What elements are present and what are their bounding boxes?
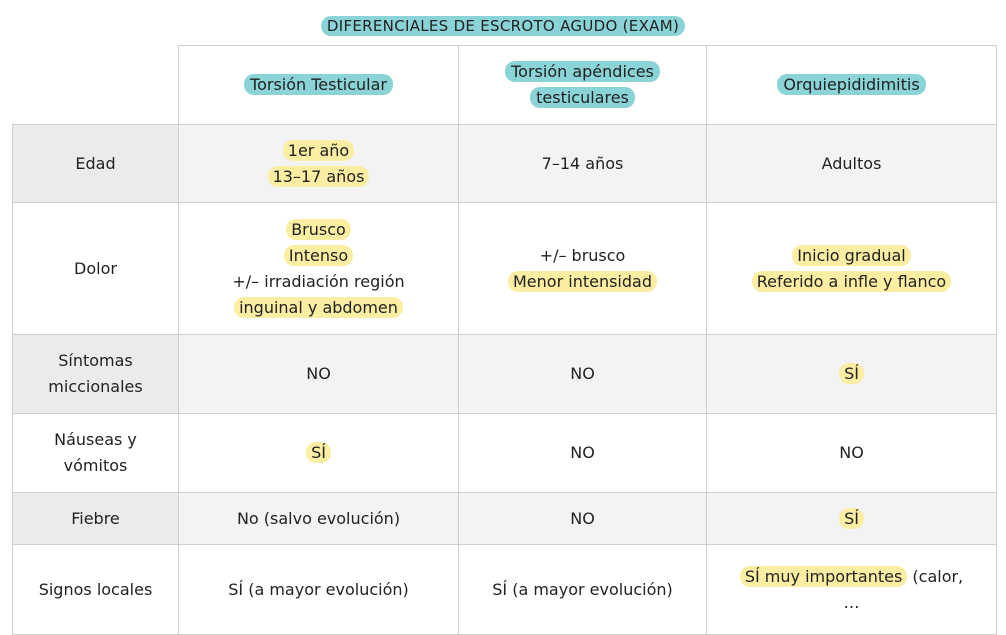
cell-text: 7–14 años	[541, 153, 624, 173]
cell-text: SÍ muy importantes	[740, 566, 907, 587]
table-cell	[459, 335, 707, 414]
cell-text: SÍ	[839, 363, 864, 384]
table-row	[13, 493, 997, 545]
column-header	[459, 46, 707, 125]
row-header-label: vómitos	[63, 456, 128, 475]
column-header-label: Torsión Testicular	[244, 74, 393, 95]
row-header	[13, 335, 179, 414]
table-row	[13, 335, 997, 414]
table-cell	[179, 414, 459, 493]
cell-text-tail: (calor,	[907, 566, 964, 586]
table-cell	[707, 125, 997, 203]
row-header-label: miccionales	[48, 377, 143, 396]
cell-text: SÍ (a mayor evolución)	[492, 579, 673, 599]
corner-cell	[13, 46, 179, 125]
row-header-label: Edad	[75, 153, 116, 173]
row-header-label: Signos locales	[38, 579, 153, 599]
header-row	[13, 46, 997, 125]
row-header	[13, 414, 179, 493]
table-cell	[459, 493, 707, 545]
row-header-label: Dolor	[74, 258, 117, 278]
table-cell	[179, 203, 459, 335]
cell-text: SÍ	[306, 442, 331, 463]
cell-text: No (salvo evolución)	[236, 508, 401, 528]
cell-text: NO	[306, 364, 331, 383]
table-cell	[179, 125, 459, 203]
cell-text: SÍ	[839, 508, 864, 529]
row-header	[13, 203, 179, 335]
cell-text: Adultos	[821, 153, 882, 173]
cell-text: Inicio gradual	[792, 245, 911, 266]
cell-text: NO	[839, 443, 864, 462]
table-row	[13, 414, 997, 493]
table-row	[13, 125, 997, 203]
table-body	[13, 125, 997, 635]
differential-table	[12, 45, 997, 635]
column-header-label: Torsión apéndices	[505, 61, 660, 82]
page-title	[0, 17, 1006, 35]
cell-text: 13–17 años	[268, 166, 370, 187]
table-cell	[707, 414, 997, 493]
table-cell	[707, 203, 997, 335]
cell-text: +/– brusco	[539, 245, 626, 265]
column-header	[179, 46, 459, 125]
cell-text: NO	[570, 508, 595, 528]
cell-text: Referido a infle y flanco	[752, 271, 951, 292]
column-header	[707, 46, 997, 125]
row-header-label: Náuseas y	[54, 430, 137, 449]
cell-text: Intenso	[284, 245, 353, 266]
table-cell	[459, 414, 707, 493]
row-header-label: Fiebre	[71, 508, 120, 528]
cell-text: …	[843, 592, 860, 612]
table-cell	[707, 493, 997, 545]
cell-text: inguinal y abdomen	[234, 297, 403, 318]
table-cell	[179, 493, 459, 545]
cell-text: +/– irradiación región	[232, 271, 405, 291]
table-cell	[459, 125, 707, 203]
table-cell	[179, 335, 459, 414]
cell-text: Menor intensidad	[508, 271, 657, 292]
cell-text: SÍ (a mayor evolución)	[228, 579, 409, 599]
column-header-label: Orquiepididimitis	[777, 74, 925, 95]
table-cell	[707, 335, 997, 414]
row-header	[13, 125, 179, 203]
table-cell	[459, 203, 707, 335]
table-row	[13, 203, 997, 335]
row-header	[13, 493, 179, 545]
cell-text: NO	[570, 364, 595, 383]
cell-text: 1er año	[283, 140, 354, 161]
title-text: DIFERENCIALES DE ESCROTO AGUDO (EXAM)	[321, 16, 685, 36]
cell-text: Brusco	[286, 219, 351, 240]
row-header-label: Síntomas	[58, 351, 133, 370]
column-header-label: testiculares	[530, 87, 635, 108]
cell-text: NO	[570, 443, 595, 462]
